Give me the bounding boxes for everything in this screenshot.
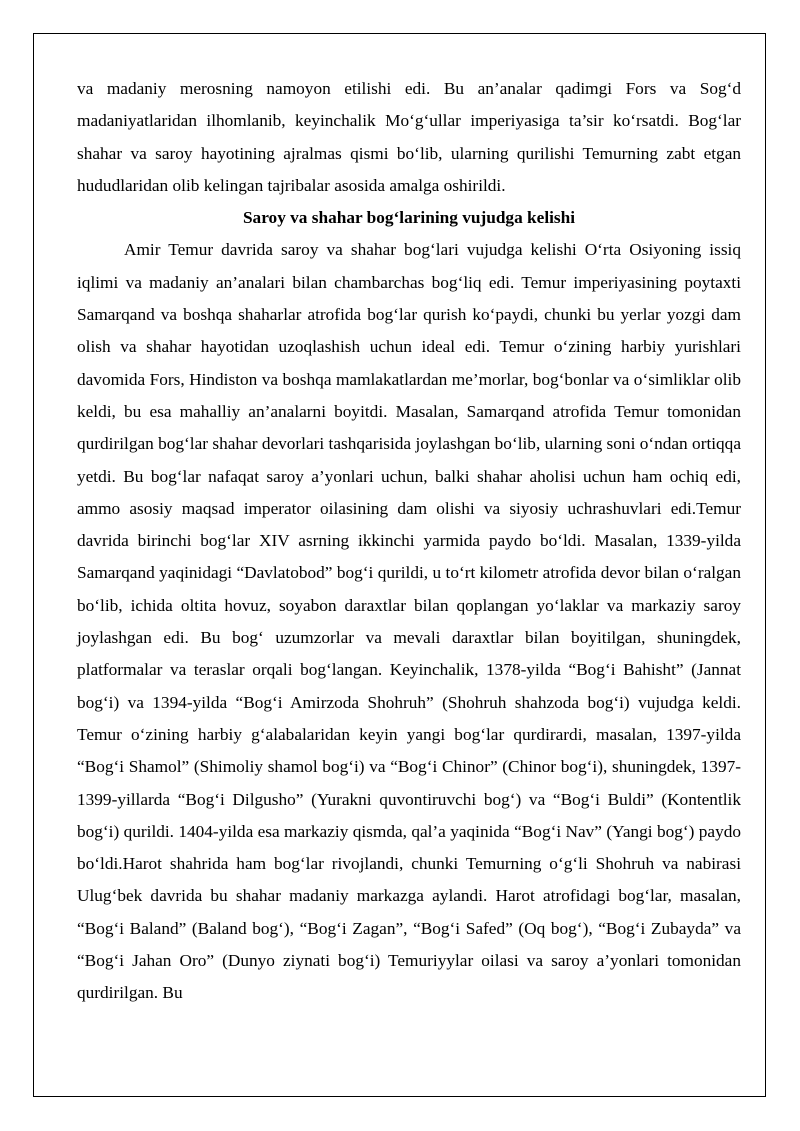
paragraph-continuation: va madaniy merosning namoyon etilishi edi. Bu an’analar qadimgi Fors va Sog‘d madaniyatlaridan ilhomlanib, keyinchalik Mo‘g‘ullar imperiyasiga ta’sir ko‘rsatdi. Bog‘lar shahar va saroy hayotining ajralmas qismi bo‘lib, ularning qurilishi Temurning zabt etgan hududlaridan olib kelingan tajribalar asosida amalga oshirildi.: [77, 79, 741, 195]
document-body: [77, 73, 741, 1010]
paragraph-main: Amir Temur davrida saroy va shahar bog‘lari vujudga kelishi O‘rta Osiyoning issiq iqlimi va madaniy an’analari bilan chambarchas bog‘liq edi. Temur imperiyasining poytaxti Samarqand va boshqa shaharlar atrofida bog‘lar qurish ko‘paydi, chunki bu yerlar yozgi dam olish va shahar hayotidan uzoqlashish uchun ideal edi. Temur o‘zining harbiy yurishlari davomida Fors, Hindiston va boshqa mamlakatlardan me’morlar, bog‘bonlar va o‘simliklar olib keldi, bu esa mahalliy an’analarni boyitdi. Masalan, Samarqand atrofida Temur tomonidan qurdirilgan bog‘lar shahar devorlari tashqarisida joylashgan bo‘lib, ularning soni o‘ndan ortiqqa yetdi. Bu bog‘lar nafaqat saroy a’yonlari uchun, balki shahar aholisi uchun ham ochiq edi, ammo asosiy maqsad imperator oilasining dam olishi va siyosiy uchrashuvlari edi.Temur davrida birinchi bog‘lar XIV asrning ikkinchi yarmida paydo bo‘ldi. Masalan, 1339-yilda Samarqand yaqinidagi “Davlatobod” bog‘i qurildi, u to‘rt kilometr atrofida devor bilan o‘ralgan bo‘lib, ichida oltita hovuz, soyabon daraxtlar bilan qoplangan yo‘laklar va markaziy saroy joylashgan edi. Bu bog‘ uzumzorlar va mevali daraxtlar bilan boyitilgan, shuningdek, platformalar va teraslar orqali bog‘langan. Keyinchalik, 1378-yilda “Bog‘i Bahisht” (Jannat bog‘i) va 1394-yilda “Bog‘i Amirzoda Shohruh” (Shohruh shahzoda bog‘i) vujudga keldi. Temur o‘zining harbiy g‘alabalaridan keyin yangi bog‘lar qurdirardi, masalan, 1397-yilda “Bog‘i Shamol” (Shimoliy shamol bog‘i) va “Bog‘i Chinor” (Chinor bog‘i), shuningdek, 1397-1399-yillarda “Bog‘i Dilgusho” (Yurakni quvontiruvchi bog‘) va “Bog‘i Buldi” (Kontentlik bog‘i) qurildi. 1404-yilda esa markaziy qismda, qal’a yaqinida “Bog‘i Nav” (Yangi bog‘) paydo bo‘ldi.Harot shahrida ham bog‘lar rivojlandi, chunki Temurning o‘g‘li Shohruh va nabirasi Ulug‘bek davrida bu shahar madaniy markazga aylandi. Harot atrofidagi bog‘lar, masalan, “Bog‘i Baland” (Baland bog‘), “Bog‘i Zagan”, “Bog‘i Safed” (Oq bog‘), “Bog‘i Zubayda” va “Bog‘i Jahan Oro” (Dunyo ziynati bog‘i) Temuriyylar oilasi va saroy a’yonlari tomonidan qurdirilgan. Bu: [77, 240, 741, 1003]
section-heading: Saroy va shahar bog‘larining vujudga kelishi: [242, 208, 576, 228]
